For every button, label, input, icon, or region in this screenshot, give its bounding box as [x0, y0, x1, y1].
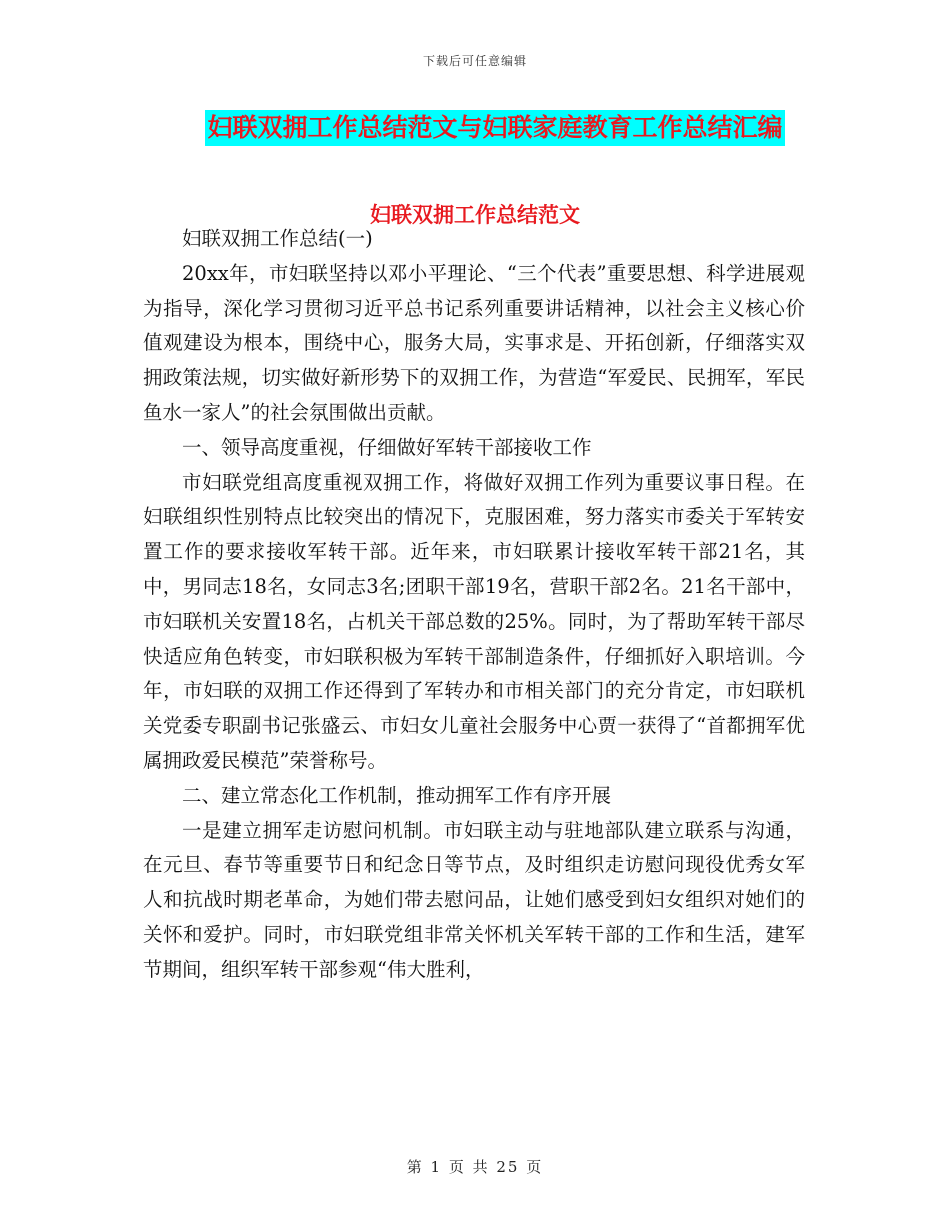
- document-body: [143, 222, 805, 988]
- body-paragraph: 二、建立常态化工作机制，推动拥军工作有序开展: [182, 783, 612, 807]
- body-paragraph: 20xx年，市妇联坚持以邓小平理论、“三个代表”重要思想、科学进展观为指导，深化学习贯彻习近平总书记系列重要讲话精神，以社会主义核心价值观建设为根本，围绕中心，服务大局，实事求是、开拓创新，仔细落实双拥政策法规，切实做好新形势下的双拥工作，为营造“军爱民、民拥军，军民鱼水一家人”的社会氛围做出贡献。: [143, 261, 805, 424]
- page-number-footer: 第 1 页 共 25 页: [406, 1158, 544, 1176]
- section-title: 妇联双拥工作总结范文: [370, 203, 580, 227]
- body-paragraph: 一是建立拥军走访慰问机制。市妇联主动与驻地部队建立联系与沟通，在元旦、春节等重要节日和纪念日等节点，及时组织走访慰问现役优秀女军人和抗战时期老革命，为她们带去慰问品，让她们感受到妇女组织对她们的关怀和爱护。同时，市妇联党组非常关怀机关军转干部的工作和生活，建军节期间，组织军转干部参观“伟大胜利，: [143, 818, 805, 981]
- document-main-title: 妇联双拥工作总结范文与妇联家庭教育工作总结汇编: [205, 110, 784, 146]
- body-paragraph: 一、领导高度重视，仔细做好军转干部接收工作: [182, 435, 592, 459]
- body-paragraph: 妇联双拥工作总结(一): [182, 227, 373, 250]
- main-title-container: [0, 110, 950, 146]
- body-paragraph: 市妇联党组高度重视双拥工作，将做好双拥工作列为重要议事日程。在妇联组织性别特点比较突出的情况下，克服困难，努力落实市委关于军转安置工作的要求接收军转干部。近年来，市妇联累计接收军转干部21名，其中，男同志18名，女同志3名;团职干部19名，营职干部2名。21名干部中，市妇联机关安置18名，占机关干部总数的25%。同时，为了帮助军转干部尽快适应角色转变，市妇联积极为军转干部制造条件，仔细抓好入职培训。今年，市妇联的双拥工作还得到了军转办和市相关部门的充分肯定，市妇联机关党委专职副书记张盛云、市妇女儿童社会服务中心贾一获得了“首都拥军优属拥政爱民模范”荣誉称号。: [143, 470, 805, 772]
- page-header-note: 下载后可任意编辑: [422, 54, 527, 68]
